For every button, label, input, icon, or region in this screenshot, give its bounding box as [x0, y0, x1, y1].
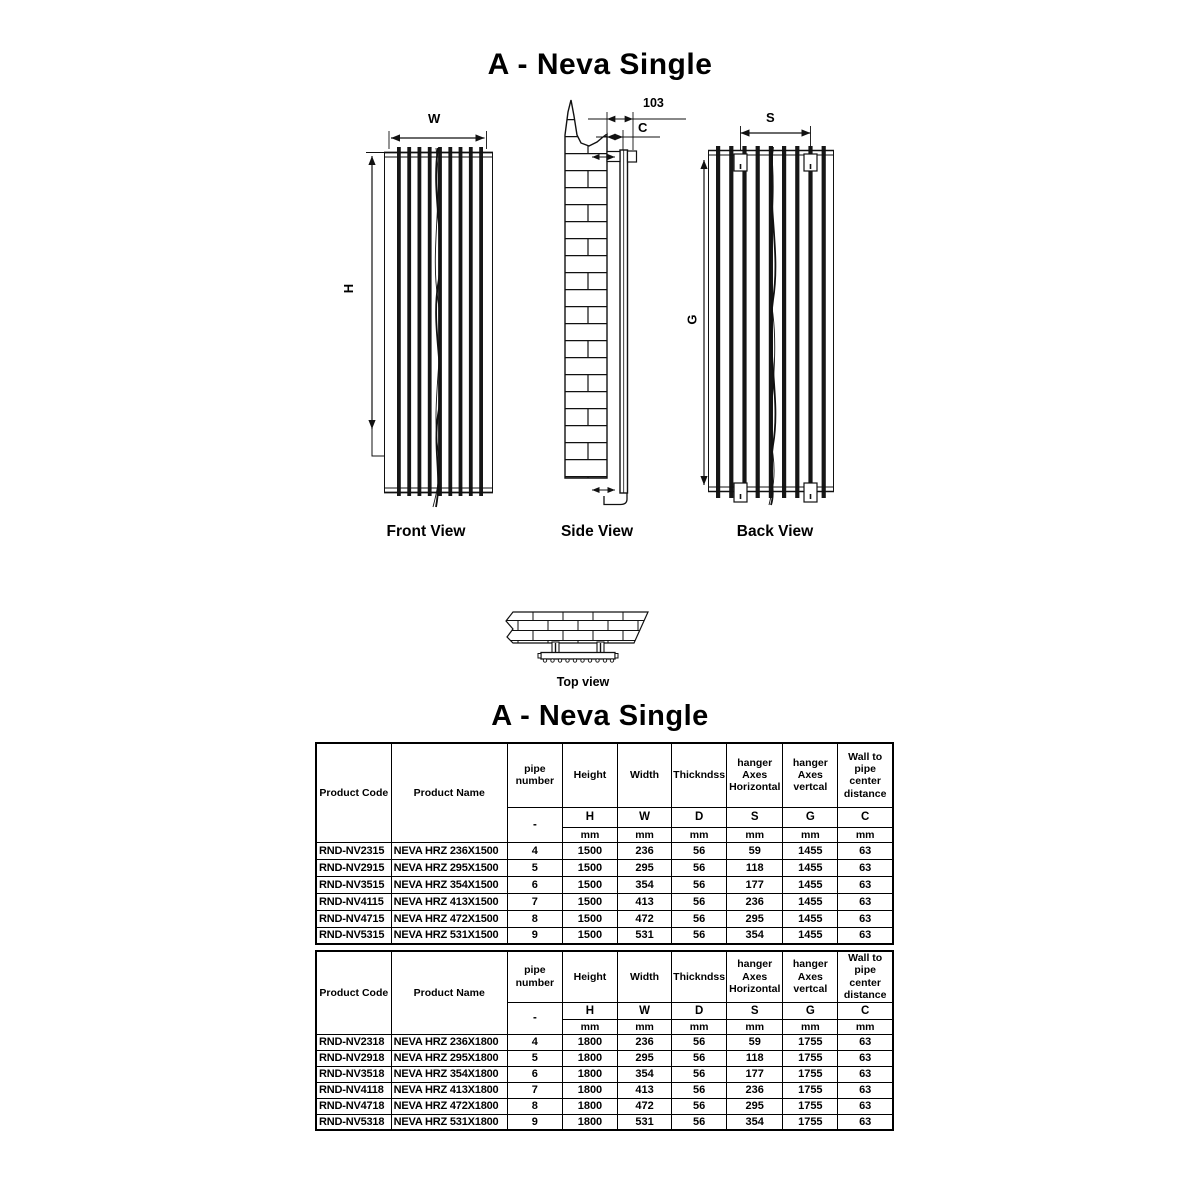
- product-code-cell: RND-NV4115: [316, 893, 391, 910]
- value-cell: 56: [672, 1082, 727, 1098]
- product-name-cell: NEVA HRZ 413X1800: [391, 1082, 507, 1098]
- value-cell: 531: [618, 927, 672, 944]
- top-view-drawing: [506, 612, 648, 662]
- value-cell: 7: [507, 893, 562, 910]
- col-header-height: Height: [562, 951, 617, 1002]
- value-cell: 1500: [562, 859, 617, 876]
- value-cell: 63: [838, 842, 893, 859]
- value-cell: 177: [727, 876, 783, 893]
- value-cell: 59: [727, 842, 783, 859]
- col-header-product-code: Product Code: [316, 951, 391, 1034]
- symbol-cell: C: [838, 1002, 893, 1019]
- symbol-cell: D: [672, 1002, 727, 1019]
- symbol-cell: C: [838, 807, 893, 827]
- unit-cell: mm: [562, 827, 617, 842]
- value-cell: 295: [618, 859, 672, 876]
- symbol-cell: D: [672, 807, 727, 827]
- table-row: [316, 1050, 893, 1066]
- value-cell: 59: [727, 1034, 783, 1050]
- top-view-caption: Top view: [556, 675, 610, 689]
- value-cell: 1755: [783, 1034, 838, 1050]
- symbol-cell: W: [618, 1002, 672, 1019]
- product-code-cell: RND-NV2918: [316, 1050, 391, 1066]
- value-cell: 56: [672, 1114, 727, 1130]
- value-cell: 1755: [783, 1114, 838, 1130]
- value-cell: 1755: [783, 1082, 838, 1098]
- table-row: [316, 842, 893, 859]
- value-cell: 1500: [562, 893, 617, 910]
- value-cell: 118: [727, 1050, 783, 1066]
- unit-cell: mm: [783, 827, 838, 842]
- symbol-cell: H: [562, 1002, 617, 1019]
- value-cell: 56: [672, 1050, 727, 1066]
- header-row: [316, 743, 893, 807]
- col-header-thickness: Thickndss: [672, 743, 727, 807]
- back-view-caption: Back View: [736, 523, 814, 540]
- unit-cell: mm: [783, 1019, 838, 1034]
- unit-cell: mm: [727, 827, 783, 842]
- col-header-height: Height: [562, 743, 617, 807]
- dim-label-s: S: [766, 110, 775, 125]
- product-code-cell: RND-NV3518: [316, 1066, 391, 1082]
- value-cell: 7: [507, 1082, 562, 1098]
- symbol-cell: -: [507, 1002, 562, 1034]
- value-cell: 1755: [783, 1050, 838, 1066]
- dim-label-g: G: [684, 314, 700, 325]
- value-cell: 413: [618, 893, 672, 910]
- product-code-cell: RND-NV5318: [316, 1114, 391, 1130]
- symbol-cell: -: [507, 807, 562, 842]
- value-cell: 4: [507, 1034, 562, 1050]
- value-cell: 8: [507, 910, 562, 927]
- value-cell: 63: [838, 893, 893, 910]
- value-cell: 63: [838, 1034, 893, 1050]
- product-code-cell: RND-NV5315: [316, 927, 391, 944]
- value-cell: 56: [672, 1066, 727, 1082]
- table-row: [316, 876, 893, 893]
- value-cell: 1800: [562, 1066, 617, 1082]
- value-cell: 8: [507, 1098, 562, 1114]
- unit-cell: mm: [618, 1019, 672, 1034]
- product-name-cell: NEVA HRZ 413X1500: [391, 893, 507, 910]
- symbol-cell: H: [562, 807, 617, 827]
- front-view-caption: Front View: [386, 523, 466, 540]
- spec-table-1800: [315, 950, 894, 1131]
- col-header-pipe-number: pipe number: [507, 743, 562, 807]
- value-cell: 118: [727, 859, 783, 876]
- table-row: [316, 910, 893, 927]
- side-view-drawing: [565, 100, 686, 505]
- col-header-wall-distance: Wall to pipe center distance: [838, 951, 893, 1002]
- value-cell: 413: [618, 1082, 672, 1098]
- col-header-product-code: Product Code: [316, 743, 391, 842]
- value-cell: 6: [507, 1066, 562, 1082]
- product-code-cell: RND-NV3515: [316, 876, 391, 893]
- value-cell: 56: [672, 1034, 727, 1050]
- unit-cell: mm: [562, 1019, 617, 1034]
- symbol-cell: S: [727, 807, 783, 827]
- value-cell: 1455: [783, 910, 838, 927]
- col-header-product-name: Product Name: [391, 743, 507, 842]
- unit-cell: mm: [727, 1019, 783, 1034]
- value-cell: 56: [672, 859, 727, 876]
- table-row: [316, 1066, 893, 1082]
- col-header-thickness: Thickndss: [672, 951, 727, 1002]
- value-cell: 63: [838, 1050, 893, 1066]
- dim-label-h: H: [341, 283, 357, 294]
- col-header-hanger-vertical: hanger Axes vertcal: [783, 743, 838, 807]
- product-name-cell: NEVA HRZ 531X1800: [391, 1114, 507, 1130]
- value-cell: 1500: [562, 842, 617, 859]
- value-cell: 63: [838, 1082, 893, 1098]
- col-header-product-name: Product Name: [391, 951, 507, 1034]
- value-cell: 531: [618, 1114, 672, 1130]
- unit-cell: mm: [672, 1019, 727, 1034]
- value-cell: 1455: [783, 927, 838, 944]
- value-cell: 56: [672, 1098, 727, 1114]
- product-name-cell: NEVA HRZ 472X1800: [391, 1098, 507, 1114]
- value-cell: 354: [618, 876, 672, 893]
- value-cell: 1455: [783, 842, 838, 859]
- value-cell: 236: [727, 1082, 783, 1098]
- value-cell: 295: [618, 1050, 672, 1066]
- unit-cell: mm: [672, 827, 727, 842]
- value-cell: 56: [672, 927, 727, 944]
- value-cell: 6: [507, 876, 562, 893]
- product-name-cell: NEVA HRZ 295X1800: [391, 1050, 507, 1066]
- value-cell: 63: [838, 1098, 893, 1114]
- value-cell: 1800: [562, 1050, 617, 1066]
- value-cell: 354: [727, 927, 783, 944]
- value-cell: 63: [838, 1114, 893, 1130]
- col-header-width: Width: [618, 951, 672, 1002]
- value-cell: 177: [727, 1066, 783, 1082]
- product-name-cell: NEVA HRZ 354X1800: [391, 1066, 507, 1082]
- product-name-cell: NEVA HRZ 531X1500: [391, 927, 507, 944]
- value-cell: 63: [838, 910, 893, 927]
- value-cell: 56: [672, 876, 727, 893]
- value-cell: 354: [618, 1066, 672, 1082]
- value-cell: 5: [507, 859, 562, 876]
- dim-label-w: W: [428, 111, 441, 126]
- back-view-drawing: [704, 126, 834, 505]
- table-row: [316, 1098, 893, 1114]
- col-header-wall-distance: Wall to pipe center distance: [838, 743, 893, 807]
- value-cell: 1455: [783, 859, 838, 876]
- value-cell: 1800: [562, 1098, 617, 1114]
- value-cell: 56: [672, 842, 727, 859]
- value-cell: 1800: [562, 1034, 617, 1050]
- product-code-cell: RND-NV2915: [316, 859, 391, 876]
- value-cell: 9: [507, 927, 562, 944]
- dim-label-c: C: [638, 120, 648, 135]
- value-cell: 1755: [783, 1098, 838, 1114]
- value-cell: 354: [727, 1114, 783, 1130]
- value-cell: 5: [507, 1050, 562, 1066]
- product-name-cell: NEVA HRZ 295X1500: [391, 859, 507, 876]
- product-code-cell: RND-NV2318: [316, 1034, 391, 1050]
- product-name-cell: NEVA HRZ 354X1500: [391, 876, 507, 893]
- product-name-cell: NEVA HRZ 236X1500: [391, 842, 507, 859]
- value-cell: 63: [838, 927, 893, 944]
- product-name-cell: NEVA HRZ 236X1800: [391, 1034, 507, 1050]
- value-cell: 1455: [783, 876, 838, 893]
- value-cell: 295: [727, 1098, 783, 1114]
- value-cell: 56: [672, 910, 727, 927]
- value-cell: 472: [618, 1098, 672, 1114]
- col-header-pipe-number: pipe number: [507, 951, 562, 1002]
- product-code-cell: RND-NV4715: [316, 910, 391, 927]
- col-header-width: Width: [618, 743, 672, 807]
- unit-cell: mm: [838, 827, 893, 842]
- table-row: [316, 859, 893, 876]
- value-cell: 236: [618, 842, 672, 859]
- value-cell: 1500: [562, 910, 617, 927]
- value-cell: 1500: [562, 927, 617, 944]
- value-cell: 1755: [783, 1066, 838, 1082]
- side-view-caption: Side View: [560, 523, 634, 540]
- value-cell: 236: [727, 893, 783, 910]
- value-cell: 1800: [562, 1082, 617, 1098]
- table-section-title: A - Neva Single: [491, 700, 709, 732]
- value-cell: 63: [838, 859, 893, 876]
- value-cell: 295: [727, 910, 783, 927]
- value-cell: 56: [672, 893, 727, 910]
- spec-table-1500: [315, 742, 894, 945]
- col-header-hanger-horizontal: hanger Axes Horizontal: [727, 743, 783, 807]
- product-code-cell: RND-NV4718: [316, 1098, 391, 1114]
- value-cell: 9: [507, 1114, 562, 1130]
- col-header-hanger-horizontal: hanger Axes Horizontal: [727, 951, 783, 1002]
- table-row: [316, 893, 893, 910]
- value-cell: 236: [618, 1034, 672, 1050]
- symbol-cell: G: [783, 1002, 838, 1019]
- symbol-cell: G: [783, 807, 838, 827]
- value-cell: 472: [618, 910, 672, 927]
- value-cell: 4: [507, 842, 562, 859]
- table-row: [316, 1034, 893, 1050]
- table-row: [316, 1082, 893, 1098]
- product-name-cell: NEVA HRZ 472X1500: [391, 910, 507, 927]
- product-code-cell: RND-NV2315: [316, 842, 391, 859]
- unit-cell: mm: [838, 1019, 893, 1034]
- value-cell: 1455: [783, 893, 838, 910]
- table-row: [316, 1114, 893, 1130]
- dim-label-103: 103: [643, 96, 664, 110]
- symbol-cell: S: [727, 1002, 783, 1019]
- value-cell: 1800: [562, 1114, 617, 1130]
- page-title: A - Neva Single: [487, 48, 713, 81]
- front-view-drawing: [366, 131, 493, 507]
- table-row: [316, 927, 893, 944]
- value-cell: 63: [838, 1066, 893, 1082]
- product-code-cell: RND-NV4118: [316, 1082, 391, 1098]
- col-header-hanger-vertical: hanger Axes vertcal: [783, 951, 838, 1002]
- unit-cell: mm: [618, 827, 672, 842]
- header-row: [316, 951, 893, 1002]
- value-cell: 1500: [562, 876, 617, 893]
- value-cell: 63: [838, 876, 893, 893]
- symbol-cell: W: [618, 807, 672, 827]
